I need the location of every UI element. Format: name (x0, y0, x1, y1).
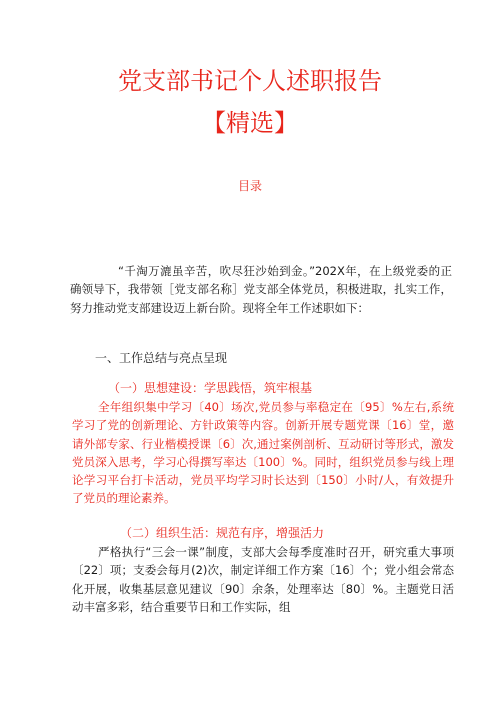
subsection-body-ideology: 全年组织集中学习〔40〕场次,党员参与率稳定在〔95〕%左右,系统学习了党的创新理论、方针政策等内容。创新开展专题党课〔16〕堂，邀请外部专家、行业楷模授课〔6〕次,通过案例剖析、互动研讨等形式，激发党员深入思考，学习心得撰写率达〔100〕%。同时，组织党员参与线上理论学习平台打卡活动，党员平均学习时长达到〔150〕小时/人，有效提升了党员的理论素养。 (72, 400, 454, 506)
document-title: 党支部书记个人述职报告 (118, 67, 382, 95)
section-heading: 一、工作总结与亮点呈现 (95, 351, 228, 365)
subsection-heading-organization: （二）组织生活：规范有序，增强活力 (120, 526, 325, 540)
toc-label: 目录 (237, 179, 262, 193)
intro-paragraph: “千淘万漉虽辛苦，吹尽狂沙始到金。”202X年，在上级党委的正确领导下，我带领［党支部名称］党支部全体党员，积极进取，扎实工作，努力推动党支部建设迈上新台阶。现将全年工作述职如下： (70, 264, 452, 315)
subsection-heading-ideology: （一）思想建设：学思践悟，筑牢根基 (108, 381, 313, 395)
subsection-body-organization: 严格执行“三会一课”制度，支部大会每季度准时召开，研究重大事项〔22〕项；支委会每月(2)次，制定详细工作方案〔16〕个；党小组会常态化开展，收集基层意见建议〔90〕余条，处理率达〔80〕%。主题党日活动丰富多彩，结合重要节日和工作实际，组 (72, 545, 454, 614)
document-subtitle: 【精选】 (202, 109, 298, 137)
